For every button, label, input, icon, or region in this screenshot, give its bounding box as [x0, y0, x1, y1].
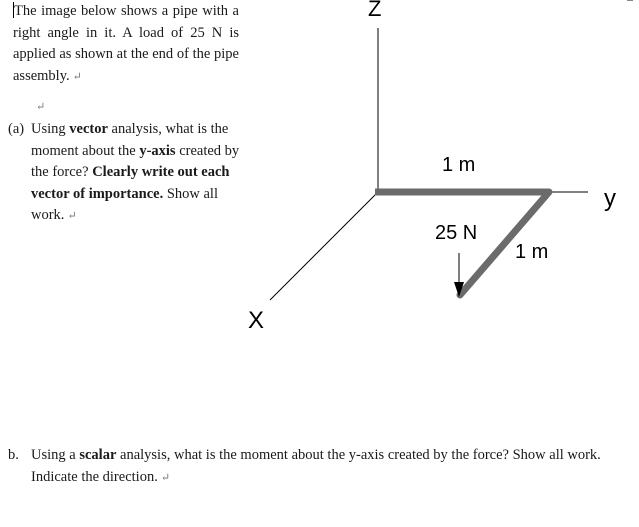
- question-a-text-part: analysis, what is the moment about the: [31, 121, 229, 159]
- question-a-bold-instruction: Clearly write out each vector of importance.: [31, 164, 230, 202]
- segment-y-length-label: 1 m: [442, 154, 476, 176]
- question-a-text-part: Show all work.: [31, 185, 218, 223]
- y-axis-label: y: [604, 185, 616, 212]
- question-a-text-part: Using: [31, 121, 70, 137]
- question-a-bold-vector: vector: [69, 121, 108, 137]
- segment-x-length-label: 1 m: [515, 241, 549, 263]
- intro-text: The image below shows a pipe with a right angle in it. A load of 25 N is applied as shown at the end of the pipe assembly.: [13, 3, 239, 84]
- force-magnitude-label: 25 N: [435, 222, 478, 244]
- question-b-label: b.: [8, 447, 19, 463]
- x-axis-label: X: [248, 307, 265, 334]
- question-a-text-part: created by the force?: [31, 142, 240, 180]
- question-b: [8, 445, 618, 489]
- paragraph-mark-icon: ↵: [72, 70, 82, 83]
- question-b-bold-scalar: scalar: [79, 447, 117, 463]
- question-a-label: (a): [8, 121, 25, 137]
- question-a-bold-y-axis: y-axis: [139, 142, 176, 159]
- paragraph-mark-icon: ↵: [36, 101, 46, 113]
- question-b-text-part: Using a: [31, 447, 80, 463]
- question-b-text-part: analysis, what is the moment about the y-axis created by the force? Show all work. Indicate the direction.: [31, 447, 601, 485]
- paragraph-mark-icon: ↵: [160, 471, 171, 484]
- z-axis-label: Z: [368, 0, 382, 21]
- page-edge-mark: [627, 0, 633, 1]
- paragraph-mark-icon: ↵: [67, 210, 77, 222]
- x-axis-line: [270, 192, 378, 300]
- question-b-text: [31, 445, 618, 489]
